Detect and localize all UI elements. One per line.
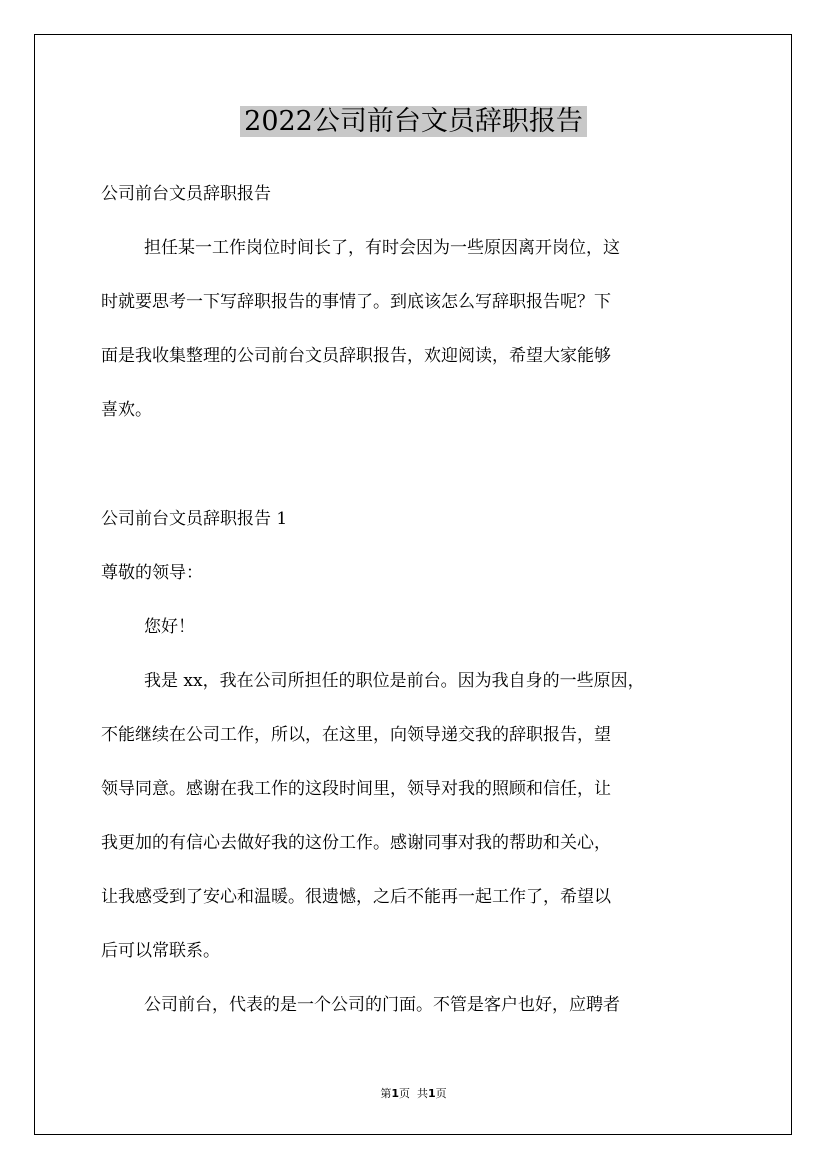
section-heading: 公司前台文员辞职报告 1 bbox=[101, 509, 288, 529]
salutation: 尊敬的领导： bbox=[101, 563, 203, 583]
body-line-5: 让我感受到了安心和温暖。很遗憾，之后不能再一起工作了，希望以 bbox=[101, 887, 611, 907]
footer-prefix: 第 bbox=[380, 1087, 392, 1100]
page-footer bbox=[0, 1085, 827, 1101]
intro-line-3: 面是我收集整理的公司前台文员辞职报告，欢迎阅读，希望大家能够 bbox=[101, 346, 611, 366]
body-line-3: 领导同意。感谢在我工作的这段时间里，领导对我的照顾和信任，让 bbox=[101, 779, 611, 799]
document-title-wrapper bbox=[0, 98, 827, 146]
subtitle: 公司前台文员辞职报告 bbox=[101, 184, 271, 204]
footer-page-num: 1 bbox=[391, 1087, 399, 1100]
body-line-2: 不能继续在公司工作，所以，在这里，向领导递交我的辞职报告，望 bbox=[101, 725, 611, 745]
intro-line-4: 喜欢。 bbox=[101, 400, 152, 420]
footer-suffix: 页 bbox=[435, 1087, 447, 1100]
intro-line-1: 担任某一工作岗位时间长了，有时会因为一些原因离开岗位，这 bbox=[144, 238, 620, 258]
document-title: 2022公司前台文员辞职报告 bbox=[240, 106, 587, 137]
footer-total-num: 1 bbox=[428, 1087, 436, 1100]
greeting: 您好！ bbox=[144, 617, 195, 637]
body-line-1: 我是 xx，我在公司所担任的职位是前台。因为我自身的一些原因， bbox=[144, 671, 645, 691]
body-line-6: 后可以常联系。 bbox=[101, 941, 220, 961]
body-line-4: 我更加的有信心去做好我的这份工作。感谢同事对我的帮助和关心， bbox=[101, 833, 611, 853]
intro-line-2: 时就要思考一下写辞职报告的事情了。到底该怎么写辞职报告呢？下 bbox=[101, 292, 611, 312]
footer-mid: 页 共 bbox=[399, 1087, 428, 1100]
body2-line-1: 公司前台，代表的是一个公司的门面。不管是客户也好，应聘者 bbox=[144, 995, 620, 1015]
